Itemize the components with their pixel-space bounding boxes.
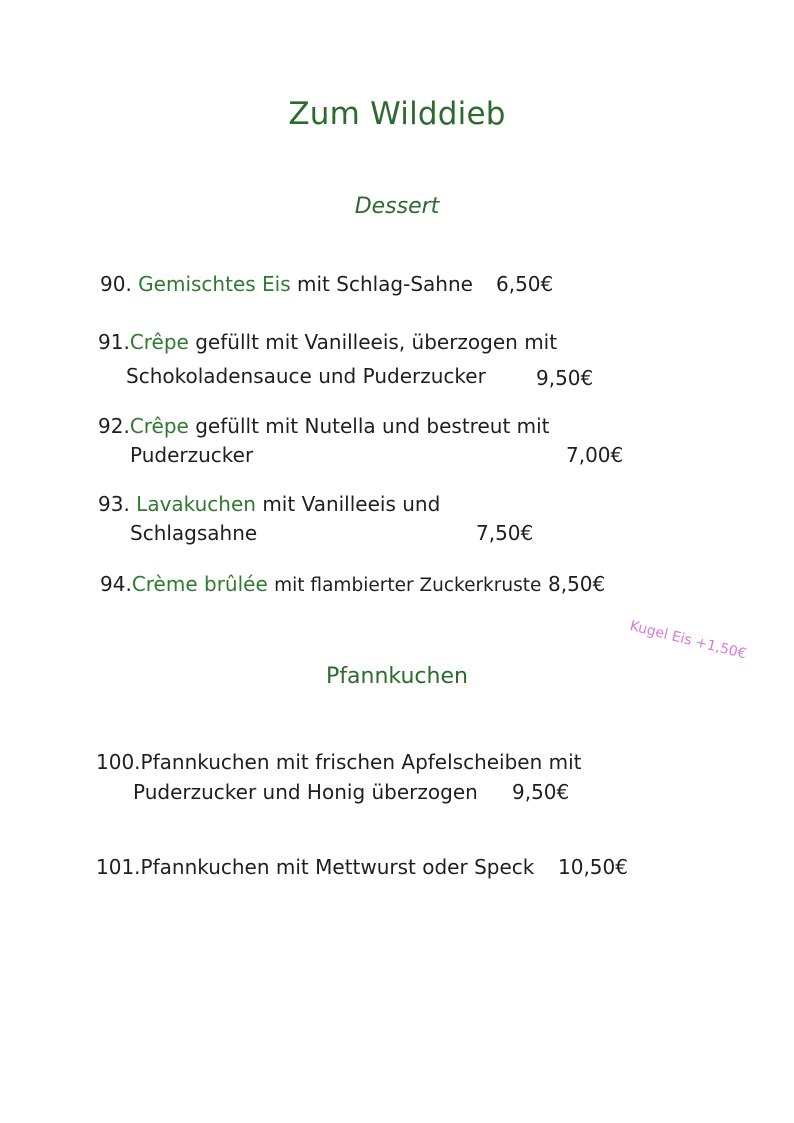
menu-item-101 (96, 855, 534, 879)
item-price: 8,50€ (548, 572, 606, 596)
item-price: 10,50€ (558, 855, 628, 879)
item-number: 91. (98, 330, 130, 354)
item-name: Crêpe (129, 330, 189, 354)
menu-item-91 (98, 330, 557, 354)
item-number: 101. (96, 855, 141, 879)
item-number: 90. (100, 272, 132, 296)
item-price: 7,00€ (566, 443, 624, 467)
menu-item-100 (96, 750, 582, 774)
menu-item-94 (100, 572, 541, 596)
item-name: Gemischtes Eis (138, 272, 291, 296)
item-price: 6,50€ (496, 272, 554, 296)
item-price: 9,50€ (536, 366, 594, 390)
item-price: 9,50€ (512, 780, 570, 804)
item-description-line2: Puderzucker (130, 443, 254, 467)
section-title-dessert: Dessert (354, 194, 440, 219)
menu-title: Zum Wilddieb (288, 96, 506, 132)
item-number: 92. (98, 414, 130, 438)
item-description: mit Vanilleeis und (262, 492, 441, 516)
item-price: 7,50€ (476, 521, 534, 545)
menu-item-92 (98, 414, 550, 438)
item-description: Pfannkuchen mit Mettwurst oder Speck (140, 855, 535, 879)
item-description-line2: Schlagsahne (130, 521, 258, 545)
item-number: 100. (96, 750, 141, 774)
item-name: Crêpe (129, 414, 189, 438)
menu-item-93 (98, 492, 440, 516)
extra-scoop-note: Kugel Eis +1,50€ (628, 618, 748, 663)
item-name: Lavakuchen (136, 492, 256, 516)
menu-item-90 (100, 272, 473, 296)
item-description: gefüllt mit Nutella und bestreut mit (195, 414, 550, 438)
item-description: mit flambierter Zuckerkruste (274, 575, 542, 596)
item-description-line2: Schokoladensauce und Puderzucker (126, 364, 486, 388)
item-number: 94. (100, 572, 132, 596)
item-description-line2: Puderzucker und Honig überzogen (133, 780, 478, 804)
item-number: 93. (98, 492, 130, 516)
item-description: Pfannkuchen mit frischen Apfelscheiben mit (140, 750, 582, 774)
item-description: mit Schlag-Sahne (297, 272, 473, 296)
item-name: Crème brûlée (131, 572, 268, 596)
item-description: gefüllt mit Vanilleeis, überzogen mit (195, 330, 558, 354)
section-title-pfannkuchen: Pfannkuchen (326, 664, 468, 689)
